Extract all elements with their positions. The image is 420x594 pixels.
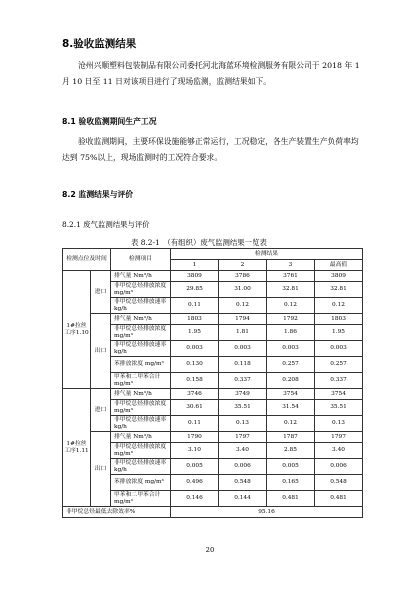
result-value: 0.146 <box>171 491 219 507</box>
item-name: 排气量 Nm³/h <box>111 314 171 325</box>
item-name: 排气量 Nm³/h <box>111 271 171 282</box>
max-value: 0.337 <box>315 373 363 389</box>
footer-label: 非甲烷总烃最低去除效率% <box>63 507 171 518</box>
result-value: 0.130 <box>171 357 219 373</box>
item-name: 非甲烷总烃排放浓度 mg/m³ <box>111 400 171 416</box>
result-value: 0.13 <box>219 416 267 432</box>
result-value: 3754 <box>267 389 315 400</box>
result-value: 0.003 <box>267 341 315 357</box>
item-name: 甲苯和二甲苯合计 mg/m³ <box>111 491 171 507</box>
table-row <box>63 432 363 443</box>
result-value: 1.86 <box>267 325 315 341</box>
item-name: 苯排放浓度 mg/m³ <box>111 475 171 491</box>
result-value: 0.006 <box>219 459 267 475</box>
result-value: 1803 <box>171 314 219 325</box>
header-col-2: 2 <box>219 260 267 271</box>
header-col-max: 最高值 <box>315 260 363 271</box>
item-name: 非甲烷总烃排放浓度 mg/m³ <box>111 282 171 298</box>
result-value: 0.118 <box>219 357 267 373</box>
result-value: 0.548 <box>219 475 267 491</box>
table-row-footer <box>63 507 363 518</box>
result-value: 1.81 <box>219 325 267 341</box>
item-name: 非甲烷总烃排放速率 kg/h <box>111 341 171 357</box>
table-caption: 表 8.2-1 （有组织）废气监测结果一览表 <box>131 238 267 247</box>
table-row <box>63 314 363 325</box>
page-number: 20 <box>205 546 215 554</box>
max-value: 0.257 <box>315 357 363 373</box>
max-value: 1797 <box>315 432 363 443</box>
result-value: 0.257 <box>267 357 315 373</box>
header-col-1: 1 <box>171 260 219 271</box>
result-value: 31.00 <box>219 282 267 298</box>
result-value: 0.005 <box>171 459 219 475</box>
result-value: 0.12 <box>219 298 267 314</box>
result-value: 0.165 <box>267 475 315 491</box>
max-value: 1803 <box>315 314 363 325</box>
result-value: 3749 <box>219 389 267 400</box>
result-value: 0.337 <box>219 373 267 389</box>
result-value: 0.208 <box>267 373 315 389</box>
table-row <box>63 271 363 282</box>
result-value: 1797 <box>219 432 267 443</box>
item-name: 非甲烷总烃排放浓度 mg/m³ <box>111 443 171 459</box>
max-value: 32.81 <box>315 282 363 298</box>
result-value: 3746 <box>171 389 219 400</box>
result-value: 29.85 <box>171 282 219 298</box>
result-value: 30.61 <box>171 400 219 416</box>
result-value: 1.95 <box>171 325 219 341</box>
result-value: 3786 <box>219 271 267 282</box>
inlet-label: 进口 <box>91 271 111 314</box>
item-name: 甲苯和二甲苯合计 mg/m³ <box>111 373 171 389</box>
result-value: 0.496 <box>171 475 219 491</box>
item-name: 非甲烷总烃排放速率 kg/h <box>111 459 171 475</box>
result-value: 1790 <box>171 432 219 443</box>
item-name: 排气量 Nm³/h <box>111 389 171 400</box>
result-value: 2.85 <box>267 443 315 459</box>
result-value: 1794 <box>219 314 267 325</box>
result-value: 0.11 <box>171 298 219 314</box>
result-value: 32.81 <box>267 282 315 298</box>
header-col-3: 3 <box>267 260 315 271</box>
result-value: 0.11 <box>171 416 219 432</box>
max-value: 35.51 <box>315 400 363 416</box>
result-value: 0.481 <box>267 491 315 507</box>
result-value: 3809 <box>171 271 219 282</box>
result-value: 35.51 <box>219 400 267 416</box>
inlet-label: 进口 <box>91 389 111 432</box>
item-name: 排气量 Nm³/h <box>111 432 171 443</box>
max-value: 0.003 <box>315 341 363 357</box>
item-name: 苯排放浓度 mg/m³ <box>111 357 171 373</box>
result-value: 0.003 <box>171 341 219 357</box>
exhaust-gas-results-table <box>62 248 363 518</box>
max-value: 3754 <box>315 389 363 400</box>
result-value: 3.40 <box>219 443 267 459</box>
max-value: 0.548 <box>315 475 363 491</box>
result-value: 0.12 <box>267 416 315 432</box>
table-row <box>63 389 363 400</box>
header-result: 检测结果 <box>171 249 363 260</box>
result-value: 31.54 <box>267 400 315 416</box>
group-label: 1#拉丝工序1.11 <box>63 389 91 507</box>
max-value: 0.13 <box>315 416 363 432</box>
result-value: 0.005 <box>267 459 315 475</box>
outlet-label: 出口 <box>91 432 111 507</box>
outlet-label: 出口 <box>91 314 111 389</box>
group-label: 1#拉丝工序1.10 <box>63 271 91 389</box>
max-value: 0.481 <box>315 491 363 507</box>
item-name: 非甲烷总烃排放浓度 mg/m³ <box>111 325 171 341</box>
result-value: 0.158 <box>171 373 219 389</box>
max-value: 3.40 <box>315 443 363 459</box>
item-name: 非甲烷总烃排放速率 kg/h <box>111 416 171 432</box>
result-value: 0.12 <box>267 298 315 314</box>
footer-value: 95.16 <box>171 507 363 518</box>
production-status-paragraph: 验收监测期间，主要环保设施能够正常运行，工况稳定，各生产装置生产负荷率均达到 75%以上，现场监测时的工况符合要求。 <box>62 137 359 162</box>
result-value: 3.10 <box>171 443 219 459</box>
item-name: 非甲烷总烃排放速率 kg/h <box>111 298 171 314</box>
subsection-heading-8-1: 8.1 验收监测期间生产工况 <box>62 117 157 126</box>
max-value: 1.95 <box>315 325 363 341</box>
subsection-heading-8-2-1: 8.2.1 废气监测结果与评价 <box>62 220 150 229</box>
max-value: 3809 <box>315 271 363 282</box>
max-value: 0.006 <box>315 459 363 475</box>
result-value: 3761 <box>267 271 315 282</box>
max-value: 0.12 <box>315 298 363 314</box>
intro-paragraph: 沧州兴顺塑料包装制品有限公司委托河北海蓝环境检测服务有限公司于 2018 年 1 月 10 日至 11 日对该项目进行了现场监测，监测结果如下。 <box>62 61 360 86</box>
result-value: 1792 <box>267 314 315 325</box>
subsection-heading-8-2: 8.2 监测结果与评价 <box>62 190 134 199</box>
result-value: 0.003 <box>219 341 267 357</box>
result-value: 1787 <box>267 432 315 443</box>
section-heading: 8.验收监测结果 <box>62 38 137 50</box>
header-item: 检测项目 <box>111 249 171 271</box>
result-value: 0.144 <box>219 491 267 507</box>
header-point-time: 检测点位及时间 <box>63 249 111 271</box>
